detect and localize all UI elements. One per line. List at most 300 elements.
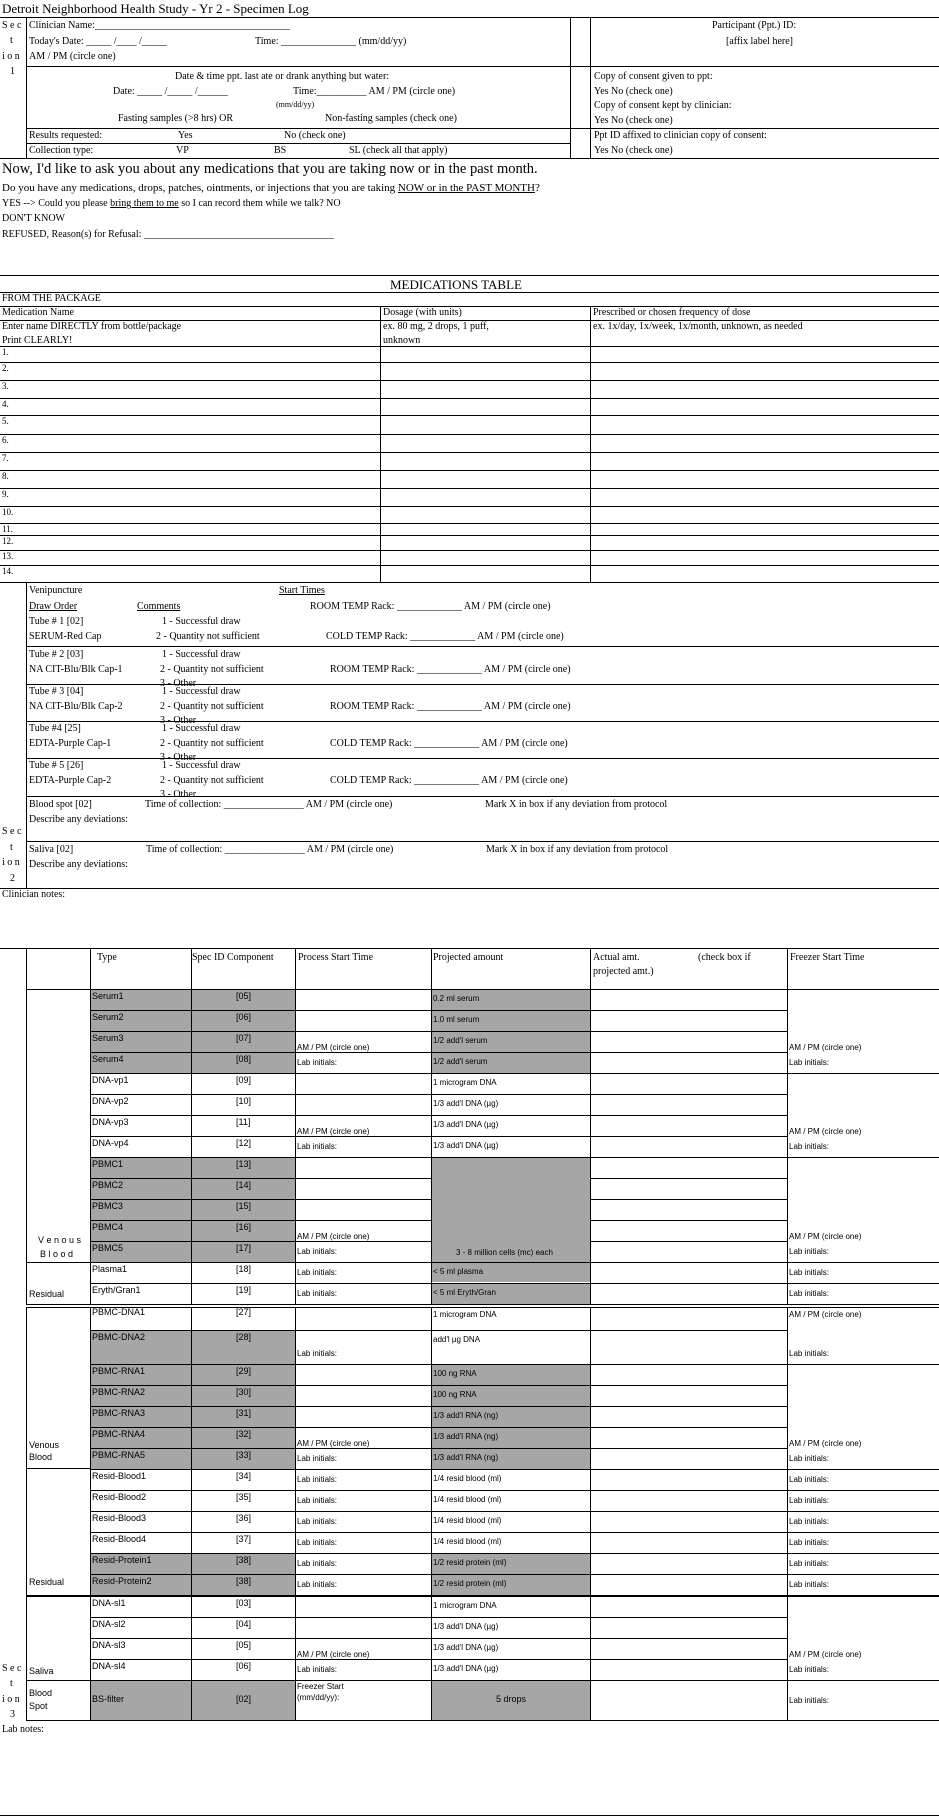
lab-row-6-spec-id: [10]: [236, 1096, 252, 1106]
lab-row-8-type: DNA-vp4: [92, 1138, 129, 1148]
lab-row-4-actual-amount[interactable]: [591, 1053, 786, 1073]
date-format-hint: (mm/dd/yy): [276, 100, 315, 109]
tube-1-cold-temp-rack[interactable]: COLD TEMP Rack: _____________ AM / PM (circle one): [326, 631, 564, 642]
saliva-label: Saliva [02]: [29, 844, 74, 855]
medication-row-5-frequency-cell[interactable]: [591, 416, 937, 433]
medication-row-10-dosage-cell[interactable]: [381, 507, 588, 522]
lab-row-23-type: Resid-Blood1: [92, 1471, 147, 1481]
lab-row-15-actual-amount[interactable]: [591, 1284, 786, 1304]
tube-2-comment-2[interactable]: 2 - Quantity not sufficient: [160, 664, 264, 675]
lab-row-21-spec-id: [32]: [236, 1429, 252, 1439]
dosage-example-2: unknown: [383, 335, 421, 346]
lab-row-26-type: Resid-Blood4: [92, 1534, 147, 1544]
last-ate-date-field[interactable]: Date: _____ /_____ /______: [113, 86, 228, 97]
process-lab-initials-11[interactable]: Lab initials:: [297, 1538, 338, 1547]
lab-row-2-actual-amount[interactable]: [591, 1011, 786, 1031]
tube-3-comment-1[interactable]: 1 - Successful draw: [162, 686, 241, 697]
ppt-affixed-options[interactable]: Yes No (check one): [594, 145, 673, 156]
process-lab-initials-5[interactable]: Lab initials:: [297, 1289, 338, 1298]
lab-row-15-spec-id: [19]: [236, 1285, 252, 1295]
print-clearly-note: Print CLEARLY!: [2, 335, 73, 346]
tube-5-cold-temp-rack[interactable]: COLD TEMP Rack: _____________ AM / PM (circle one): [330, 775, 568, 786]
lab-row-20-actual-amount[interactable]: [591, 1407, 786, 1427]
question-part-a: Do you have any medications, drops, patches, ointments, or injections that you are taking: [2, 182, 398, 194]
question-part-b: NOW or in the PAST MONTH: [397, 182, 535, 194]
medication-row-1-frequency-cell[interactable]: [591, 347, 937, 361]
freezer-lab-initials-1[interactable]: Lab initials:: [789, 1058, 830, 1067]
ppt-affixed-label: Ppt ID affixed to clinician copy of consent:: [594, 130, 767, 141]
blood-spot-label-lab-a: Blood: [29, 1688, 53, 1698]
process-lab-initials-6[interactable]: Lab initials:: [297, 1349, 338, 1358]
freezer-start-label: Freezer Start: [297, 1682, 344, 1691]
medication-row-7-frequency-cell[interactable]: [591, 453, 937, 469]
lab-row-6-actual-amount[interactable]: [591, 1095, 786, 1115]
lab-row-32-type: DNA-sl4: [92, 1661, 126, 1671]
lab-row-7-projected: 1/3 add'l DNA (µg): [433, 1120, 499, 1129]
tube-5-comment-2[interactable]: 2 - Quantity not sufficient: [160, 775, 264, 786]
freezer-lab-initials-8[interactable]: Lab initials:: [789, 1475, 830, 1484]
process-lab-initials-9[interactable]: Lab initials:: [297, 1496, 338, 1505]
freezer-lab-initials-12[interactable]: Lab initials:: [789, 1559, 830, 1568]
lab-row-16-actual-amount[interactable]: [591, 1306, 786, 1330]
freezer-lab-initials-13[interactable]: Lab initials:: [789, 1580, 830, 1589]
frequency-header: Prescribed or chosen frequency of dose: [593, 307, 751, 318]
lab-row-11-actual-amount[interactable]: [591, 1200, 786, 1220]
comments-header: Comments: [137, 601, 181, 612]
blood-spot-deviations-field[interactable]: Describe any deviations:: [29, 814, 128, 825]
medication-row-6-dosage-cell[interactable]: [381, 435, 588, 451]
refused-response[interactable]: REFUSED, Reason(s) for Refusal: ______________________________________: [2, 229, 334, 240]
medication-row-9-number: 9.: [2, 489, 9, 499]
freezer-lab-initials-7[interactable]: Lab initials:: [789, 1454, 830, 1463]
lab-row-13-type: PBMC5: [92, 1243, 124, 1253]
freezer-ampm-2[interactable]: AM / PM (circle one): [789, 1127, 862, 1136]
saliva-label-lab: Saliva: [29, 1666, 54, 1676]
process-lab-initials-10[interactable]: Lab initials:: [297, 1517, 338, 1526]
medication-row-2-dosage-cell[interactable]: [381, 363, 588, 379]
frequency-example: ex. 1x/day, 1x/week, 1x/month, unknown, as needed: [593, 321, 803, 332]
tube-1-comment-1[interactable]: 1 - Successful draw: [162, 616, 241, 627]
lab-row-12-spec-id: [16]: [236, 1222, 252, 1232]
freezer-ampm-14[interactable]: AM / PM (circle one): [789, 1650, 862, 1659]
tube-4-label: Tube #4 [25]: [29, 723, 81, 734]
section-2-label-d: 2: [10, 873, 15, 884]
participant-id-label: Participant (Ppt.) ID:: [712, 20, 797, 31]
medication-row-3-frequency-cell[interactable]: [591, 381, 937, 397]
lab-row-9-type: PBMC1: [92, 1159, 124, 1169]
lab-row-22-actual-amount[interactable]: [591, 1449, 786, 1469]
lab-row-28-actual-amount[interactable]: [591, 1575, 786, 1595]
medication-row-13-name-cell[interactable]: [20, 551, 378, 564]
tube-4-comment-3[interactable]: 3 - Other: [160, 752, 197, 763]
lab-row-18-projected: 100 ng RNA: [433, 1369, 477, 1378]
collection-vp-option[interactable]: VP: [176, 145, 189, 156]
process-ampm-7[interactable]: AM / PM (circle one): [297, 1439, 370, 1448]
process-lab-initials-14[interactable]: Lab initials:: [297, 1665, 338, 1674]
lab-row-15-type: Eryth/Gran1: [92, 1285, 141, 1295]
lab-row-4-spec-id: [08]: [236, 1054, 252, 1064]
lab-row-20-type: PBMC-RNA3: [92, 1408, 146, 1418]
freezer-lab-initials-14[interactable]: Lab initials:: [789, 1665, 830, 1674]
medication-row-10-number: 10.: [2, 507, 14, 517]
lab-row-32-spec-id: [06]: [236, 1661, 252, 1671]
dosage-header: Dosage (with units): [383, 307, 462, 318]
check-box-note-2: projected amt.): [593, 966, 654, 977]
lab-row-32-actual-amount[interactable]: [591, 1660, 786, 1680]
blood-spot-label-lab-b: Spot: [29, 1701, 48, 1711]
lab-row-2-type: Serum2: [92, 1012, 124, 1022]
lab-row-17-type: PBMC-DNA2: [92, 1332, 146, 1342]
lab-row-1-spec-id: [05]: [236, 991, 252, 1001]
saliva-time-field[interactable]: Time of collection: ________________ AM / PM (circle one): [146, 844, 394, 855]
medication-row-10-name-cell[interactable]: [20, 507, 378, 522]
lab-row-22-spec-id: [33]: [236, 1450, 252, 1460]
process-lab-initials-3[interactable]: Lab initials:: [297, 1247, 338, 1256]
medication-row-14-name-cell[interactable]: [20, 566, 378, 581]
process-lab-initials-13[interactable]: Lab initials:: [297, 1580, 338, 1589]
start-times-header: Start Times: [279, 585, 325, 596]
section-3-label-a: S e c: [2, 1663, 22, 1674]
tube-5-comment-3[interactable]: 3 - Other: [160, 789, 197, 800]
lab-row-27-actual-amount[interactable]: [591, 1554, 786, 1574]
medication-row-7-dosage-cell[interactable]: [381, 453, 588, 469]
lab-row-11-spec-id: [15]: [236, 1201, 252, 1211]
lab-row-3-projected: 1/2 add'l serum: [433, 1036, 488, 1045]
freezer-lab-initials-5[interactable]: Lab initials:: [789, 1289, 830, 1298]
medication-row-2-name-cell[interactable]: [20, 363, 378, 379]
copy-kept-options[interactable]: Yes No (check one): [594, 115, 673, 126]
process-ampm-2[interactable]: AM / PM (circle one): [297, 1127, 370, 1136]
tube-1-comment-2[interactable]: 2 - Quantity not sufficient: [156, 631, 260, 642]
medication-row-4-dosage-cell[interactable]: [381, 399, 588, 414]
projected-amount-header: Projected amount: [433, 952, 504, 963]
medication-row-12-frequency-cell[interactable]: [591, 536, 937, 549]
page-title: Detroit Neighborhood Health Study - Yr 2 - Specimen Log: [2, 1, 309, 16]
tube-3-label: Tube # 3 [04]: [29, 686, 84, 697]
lab-row-9-spec-id: [13]: [236, 1159, 252, 1169]
lab-row-21-projected: 1/3 add'l RNA (ng): [433, 1432, 499, 1441]
lab-row-25-type: Resid-Blood3: [92, 1513, 147, 1523]
collection-sl-option[interactable]: SL (check all that apply): [349, 145, 448, 156]
tube-3-comment-2[interactable]: 2 - Quantity not sufficient: [160, 701, 264, 712]
results-no-option[interactable]: No (check one): [284, 130, 346, 141]
bs-lab-initials[interactable]: Lab initials:: [789, 1696, 830, 1705]
medication-row-11-number: 11.: [2, 524, 13, 534]
lab-row-19-spec-id: [30]: [236, 1387, 252, 1397]
collection-type-label: Collection type:: [29, 145, 94, 156]
copy-given-options[interactable]: Yes No (check one): [594, 86, 673, 97]
tube-1-room-temp-rack[interactable]: ROOM TEMP Rack: _____________ AM / PM (circle one): [310, 601, 551, 612]
medication-row-8-name-cell[interactable]: [20, 471, 378, 487]
medication-row-12-dosage-cell[interactable]: [381, 536, 588, 549]
type-header: Type: [97, 952, 117, 963]
medication-row-13-number: 13.: [2, 551, 14, 561]
lab-row-26-spec-id: [37]: [236, 1534, 252, 1544]
freezer-lab-initials-3[interactable]: Lab initials:: [789, 1247, 830, 1256]
lab-notes-field[interactable]: Lab notes:: [2, 1724, 44, 1735]
residual-label-1: Residual: [29, 1289, 65, 1299]
medication-row-3-dosage-cell[interactable]: [381, 381, 588, 397]
medications-question: [2, 182, 540, 194]
lab-row-3-spec-id: [07]: [236, 1033, 252, 1043]
process-lab-initials-2[interactable]: Lab initials:: [297, 1142, 338, 1151]
lab-row-17-actual-amount[interactable]: [591, 1331, 786, 1364]
dosage-example: ex. 80 mg, 2 drops, 1 puff,: [383, 321, 489, 332]
lab-row-6-type: DNA-vp2: [92, 1096, 129, 1106]
section-2-label-c: i o n: [2, 857, 20, 868]
lab-row-20-spec-id: [31]: [236, 1408, 252, 1418]
freezer-ampm-6[interactable]: AM / PM (circle one): [789, 1310, 862, 1319]
tube-3-room-temp-rack[interactable]: ROOM TEMP Rack: _____________ AM / PM (circle one): [330, 701, 571, 712]
lab-row-24-actual-amount[interactable]: [591, 1491, 786, 1511]
medication-row-4-frequency-cell[interactable]: [591, 399, 937, 414]
freezer-lab-initials-6[interactable]: Lab initials:: [789, 1349, 830, 1358]
lab-row-32-projected: 1/3 add'l DNA (µg): [433, 1664, 499, 1673]
lab-row-7-actual-amount[interactable]: [591, 1116, 786, 1136]
affix-label-area[interactable]: [affix label here]: [726, 36, 793, 47]
medication-row-1-dosage-cell[interactable]: [381, 347, 588, 361]
process-ampm-3[interactable]: AM / PM (circle one): [297, 1232, 370, 1241]
collection-bs-option[interactable]: BS: [274, 145, 287, 156]
medication-row-1-name-cell[interactable]: [20, 347, 378, 361]
medication-row-12-name-cell[interactable]: [20, 536, 378, 549]
lab-row-28-projected: 1/2 resid protein (ml): [433, 1579, 507, 1588]
medication-row-13-dosage-cell[interactable]: [381, 551, 588, 564]
check-box-note: (check box if: [698, 952, 751, 963]
freezer-start-date-field[interactable]: (mm/dd/yy):: [297, 1693, 340, 1702]
lab-row-30-spec-id: [04]: [236, 1619, 252, 1629]
lab-row-21-actual-amount[interactable]: [591, 1428, 786, 1448]
lab-row-23-actual-amount[interactable]: [591, 1470, 786, 1490]
lab-row-8-spec-id: [12]: [236, 1138, 252, 1148]
lab-row-1-projected: 0.2 ml serum: [433, 994, 480, 1003]
medication-row-14-frequency-cell[interactable]: [591, 566, 937, 581]
freezer-lab-initials-11[interactable]: Lab initials:: [789, 1538, 830, 1547]
lab-row-13-actual-amount[interactable]: [591, 1242, 786, 1262]
lab-row-22-projected: 1/3 add'l RNA (ng): [433, 1453, 499, 1462]
lab-row-2-projected: 1.0 ml serum: [433, 1015, 480, 1024]
process-ampm-14[interactable]: AM / PM (circle one): [297, 1650, 370, 1659]
lab-row-8-projected: 1/3 add'l DNA (µg): [433, 1141, 499, 1150]
medication-row-14-dosage-cell[interactable]: [381, 566, 588, 581]
tube-4-cap: EDTA-Purple Cap-1: [29, 738, 112, 749]
medication-row-11-dosage-cell[interactable]: [381, 524, 588, 534]
medication-row-5-name-cell[interactable]: [20, 416, 378, 433]
copy-kept-label: Copy of consent kept by clinician:: [594, 100, 732, 111]
lab-row-25-actual-amount[interactable]: [591, 1512, 786, 1532]
lab-row-1-type: Serum1: [92, 991, 124, 1001]
saliva-deviations-field[interactable]: Describe any deviations:: [29, 859, 128, 870]
lab-row-27-type: Resid-Protein1: [92, 1555, 152, 1565]
bs-filter-type: BS-filter: [92, 1694, 125, 1704]
section-1-label-b: t: [10, 35, 13, 46]
lab-row-6-projected: 1/3 add'l DNA (µg): [433, 1099, 499, 1108]
lab-row-27-spec-id: [38]: [236, 1555, 252, 1565]
lab-row-7-spec-id: [11]: [236, 1117, 251, 1127]
process-lab-initials-1[interactable]: Lab initials:: [297, 1058, 338, 1067]
freezer-lab-initials-2[interactable]: Lab initials:: [789, 1142, 830, 1151]
medication-row-8-frequency-cell[interactable]: [591, 471, 937, 487]
freezer-ampm-3[interactable]: AM / PM (circle one): [789, 1232, 862, 1241]
lab-row-28-spec-id: [38]: [236, 1576, 252, 1586]
tube-4-comment-2[interactable]: 2 - Quantity not sufficient: [160, 738, 264, 749]
freezer-lab-initials-4[interactable]: Lab initials:: [789, 1268, 830, 1277]
bs-filter-spec-id: [02]: [236, 1694, 252, 1704]
section-3-label-d: 3: [10, 1709, 15, 1720]
lab-row-24-type: Resid-Blood2: [92, 1492, 147, 1502]
medication-row-10-frequency-cell[interactable]: [591, 507, 937, 522]
section-1-label-d: 1: [10, 66, 15, 77]
lab-row-31-type: DNA-sl3: [92, 1640, 126, 1650]
venous-blood-label-1b: B l o o d: [40, 1249, 74, 1259]
medications-question-heading: Now, I'd like to ask you about any medications that you are taking now or in the past month.: [2, 161, 538, 177]
lab-row-18-spec-id: [29]: [236, 1366, 252, 1376]
lab-row-16-spec-id: [27]: [236, 1307, 252, 1317]
blood-spot-deviation-mark[interactable]: Mark X in box if any deviation from protocol: [485, 799, 668, 810]
lab-row-9-actual-amount[interactable]: [591, 1158, 786, 1178]
lab-row-3-actual-amount[interactable]: [591, 1032, 786, 1052]
medication-row-9-dosage-cell[interactable]: [381, 489, 588, 505]
clinician-name-field[interactable]: Clinician Name:_______________________________________: [29, 20, 290, 31]
nonfasting-option[interactable]: Non-fasting samples (check one): [325, 113, 457, 124]
medication-row-9-frequency-cell[interactable]: [591, 489, 937, 505]
medication-row-11-name-cell[interactable]: [20, 524, 378, 534]
lab-row-30-projected: 1/3 add'l DNA (µg): [433, 1622, 499, 1631]
lab-row-26-actual-amount[interactable]: [591, 1533, 786, 1553]
freezer-lab-initials-10[interactable]: Lab initials:: [789, 1517, 830, 1526]
tube-4-cold-temp-rack[interactable]: COLD TEMP Rack: _____________ AM / PM (circle one): [330, 738, 568, 749]
todays-date-field[interactable]: Today's Date: _____ /____ /_____: [29, 36, 167, 47]
lab-row-30-type: DNA-sl2: [92, 1619, 126, 1629]
lab-row-5-spec-id: [09]: [236, 1075, 252, 1085]
lab-row-4-projected: 1/2 add'l serum: [433, 1057, 488, 1066]
process-lab-initials-8[interactable]: Lab initials:: [297, 1475, 338, 1484]
yes-part-b: bring them to me: [110, 198, 179, 209]
yes-part-c: so I can record them while we talk? NO: [178, 198, 341, 209]
medication-row-1-number: 1.: [2, 347, 9, 357]
medication-row-6-name-cell[interactable]: [20, 435, 378, 451]
lab-row-22-type: PBMC-RNA5: [92, 1450, 146, 1460]
from-package-label: FROM THE PACKAGE: [2, 293, 101, 304]
am-pm-circle[interactable]: AM / PM (circle one): [29, 51, 116, 62]
lab-row-14-projected: < 5 ml plasma: [433, 1267, 484, 1276]
lab-row-31-actual-amount[interactable]: [591, 1639, 786, 1659]
lab-row-7-type: DNA-vp3: [92, 1117, 129, 1127]
medication-row-7-name-cell[interactable]: [20, 453, 378, 469]
tube-2-room-temp-rack[interactable]: ROOM TEMP Rack: _____________ AM / PM (circle one): [330, 664, 571, 675]
medication-row-13-frequency-cell[interactable]: [591, 551, 937, 564]
draw-order-header: Draw Order: [29, 601, 78, 612]
lab-row-16-type: PBMC-DNA1: [92, 1307, 146, 1317]
lab-row-23-projected: 1/4 resid blood (ml): [433, 1474, 502, 1483]
question-part-c: ?: [534, 182, 540, 194]
section-3-label-c: i o n: [2, 1694, 20, 1705]
blood-spot-label: Blood spot [02]: [29, 799, 92, 810]
lab-row-5-projected: 1 microgram DNA: [433, 1078, 497, 1087]
clinician-notes-field[interactable]: Clinician notes:: [2, 889, 66, 900]
process-lab-initials-12[interactable]: Lab initials:: [297, 1559, 338, 1568]
lab-row-29-projected: 1 microgram DNA: [433, 1601, 497, 1610]
section-2-label-b: t: [10, 842, 13, 853]
lab-row-14-actual-amount[interactable]: [591, 1263, 786, 1283]
medication-row-6-frequency-cell[interactable]: [591, 435, 937, 451]
lab-row-4-type: Serum4: [92, 1054, 124, 1064]
lab-row-14-type: Plasma1: [92, 1264, 128, 1274]
lab-row-24-projected: 1/4 resid blood (ml): [433, 1495, 502, 1504]
medication-row-14-number: 14.: [2, 566, 14, 576]
medication-row-2-frequency-cell[interactable]: [591, 363, 937, 379]
lab-row-5-type: DNA-vp1: [92, 1075, 129, 1085]
lab-row-10-spec-id: [14]: [236, 1180, 252, 1190]
spec-id-header: Spec ID Component: [192, 952, 274, 963]
lab-row-3-type: Serum3: [92, 1033, 124, 1043]
lab-row-27-projected: 1/2 resid protein (ml): [433, 1558, 507, 1567]
tube-2-comment-1[interactable]: 1 - Successful draw: [162, 649, 241, 660]
lab-row-24-spec-id: [35]: [236, 1492, 252, 1502]
medication-row-11-frequency-cell[interactable]: [591, 524, 937, 534]
lab-row-8-actual-amount[interactable]: [591, 1137, 786, 1157]
tube-5-comment-1[interactable]: 1 - Successful draw: [162, 760, 241, 771]
medication-row-5-number: 5.: [2, 416, 9, 426]
freezer-ampm-7[interactable]: AM / PM (circle one): [789, 1439, 862, 1448]
copy-given-label: Copy of consent given to ppt:: [594, 71, 713, 82]
medication-row-7-number: 7.: [2, 453, 9, 463]
lab-row-31-projected: 1/3 add'l DNA (µg): [433, 1643, 499, 1652]
lab-row-30-actual-amount[interactable]: [591, 1618, 786, 1638]
lab-row-18-type: PBMC-RNA1: [92, 1366, 146, 1376]
lab-row-18-actual-amount[interactable]: [591, 1365, 786, 1385]
freezer-lab-initials-9[interactable]: Lab initials:: [789, 1496, 830, 1505]
process-lab-initials-7[interactable]: Lab initials:: [297, 1454, 338, 1463]
medication-row-8-dosage-cell[interactable]: [381, 471, 588, 487]
results-yes-option[interactable]: Yes: [178, 130, 193, 141]
five-drops-projected: 5 drops: [496, 1694, 527, 1704]
tube-1-cap: SERUM-Red Cap: [29, 631, 102, 642]
tube-3-comment-3[interactable]: 3 - Other: [160, 715, 197, 726]
tube-2-comment-3[interactable]: 3 - Other: [160, 678, 197, 689]
lab-row-29-actual-amount[interactable]: [591, 1597, 786, 1617]
medication-row-4-name-cell[interactable]: [20, 399, 378, 414]
process-ampm-1[interactable]: AM / PM (circle one): [297, 1043, 370, 1052]
last-ate-time-field[interactable]: Time:__________ AM / PM (circle one): [293, 86, 456, 97]
medication-row-9-name-cell[interactable]: [20, 489, 378, 505]
yes-response[interactable]: [2, 198, 341, 209]
section-3-label-b: t: [10, 1678, 13, 1689]
blood-spot-time-field[interactable]: Time of collection: ________________ AM / PM (circle one): [145, 799, 393, 810]
lab-row-10-actual-amount[interactable]: [591, 1179, 786, 1199]
process-lab-initials-4[interactable]: Lab initials:: [297, 1268, 338, 1277]
lab-row-5-actual-amount[interactable]: [591, 1074, 786, 1094]
saliva-deviation-mark[interactable]: Mark X in box if any deviation from protocol: [486, 844, 669, 855]
tube-4-comment-1[interactable]: 1 - Successful draw: [162, 723, 241, 734]
dont-know-response[interactable]: DON'T KNOW: [2, 213, 65, 224]
time-field[interactable]: Time: _______________ (mm/dd/yy): [255, 36, 407, 47]
lab-row-19-actual-amount[interactable]: [591, 1386, 786, 1406]
lab-row-29-type: DNA-sl1: [92, 1598, 126, 1608]
lab-row-12-actual-amount[interactable]: [591, 1221, 786, 1241]
medication-row-5-dosage-cell[interactable]: [381, 416, 588, 433]
medication-row-3-name-cell[interactable]: [20, 381, 378, 397]
yes-part-a: YES --> Could you please: [2, 198, 111, 209]
lab-row-19-type: PBMC-RNA2: [92, 1387, 146, 1397]
tube-5-label: Tube # 5 [26]: [29, 760, 84, 771]
tube-5-cap: EDTA-Purple Cap-2: [29, 775, 112, 786]
tube-2-cap: NA CIT-Blu/Blk Cap-1: [29, 664, 123, 675]
lab-row-1-actual-amount[interactable]: [591, 990, 786, 1010]
freezer-ampm-1[interactable]: AM / PM (circle one): [789, 1043, 862, 1052]
fasting-option[interactable]: Fasting samples (>8 hrs) OR: [118, 113, 234, 124]
lab-row-15-projected: < 5 ml Eryth/Gran: [433, 1288, 496, 1297]
